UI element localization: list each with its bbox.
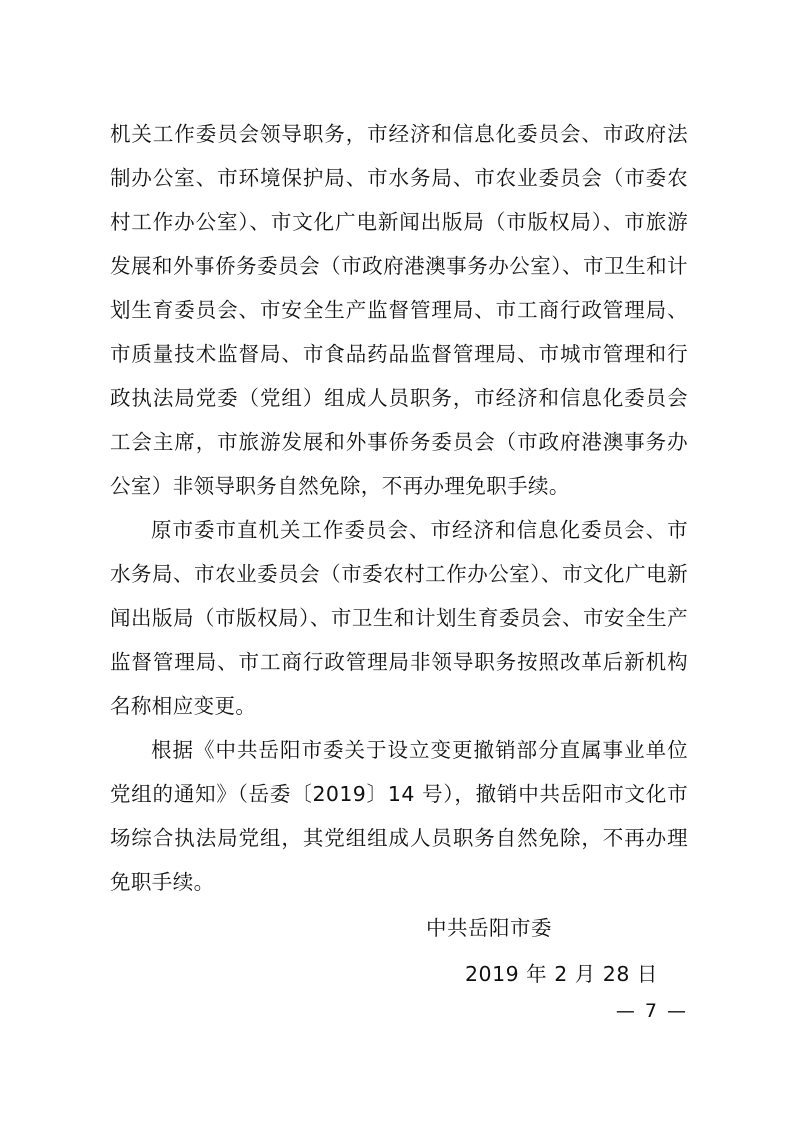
paragraph-2: 原市委市直机关工作委员会、市经济和信息化委员会、市水务局、市农业委员会（市委农村工作办公室）、市文化广电新闻出版局（市版权局）、市卫生和计划生育委员会、市安全生产监督管理局、市工商行政管理局非领导职务按照改革后新机构名称相应变更。 [110, 518, 688, 718]
document-body [110, 112, 688, 904]
signature-date: 2019 年 2 月 28 日 [465, 962, 658, 986]
paragraph-1: 机关工作委员会领导职务，市经济和信息化委员会、市政府法制办公室、市环境保护局、市水务局、市农业委员会（市委农村工作办公室）、市文化广电新闻出版局（市版权局）、市旅游发展和外事侨务委员会（市政府港澳事务办公室）、市卫生和计划生育委员会、市安全生产监督管理局、市工商行政管理局、市质量技术监督局、市食品药品监督管理局、市城市管理和行政执法局党委（党组）组成人员职务，市经济和信息化委员会工会主席，市旅游发展和外事侨务委员会（市政府港澳事务办公室）非领导职务自然免除，不再办理免职手续。 [110, 122, 688, 498]
paragraph-3: 根据《中共岳阳市委关于设立变更撤销部分直属事业单位党组的通知》（岳委〔2019〕14 号），撤销中共岳阳市文化市场综合执法局党组，其党组组成人员职务自然免除，不再办理免职手续。 [110, 738, 688, 894]
signature-organization: 中共岳阳市委 [426, 916, 552, 940]
signature-block [110, 905, 688, 997]
page-number: — 7 — [615, 1000, 688, 1022]
